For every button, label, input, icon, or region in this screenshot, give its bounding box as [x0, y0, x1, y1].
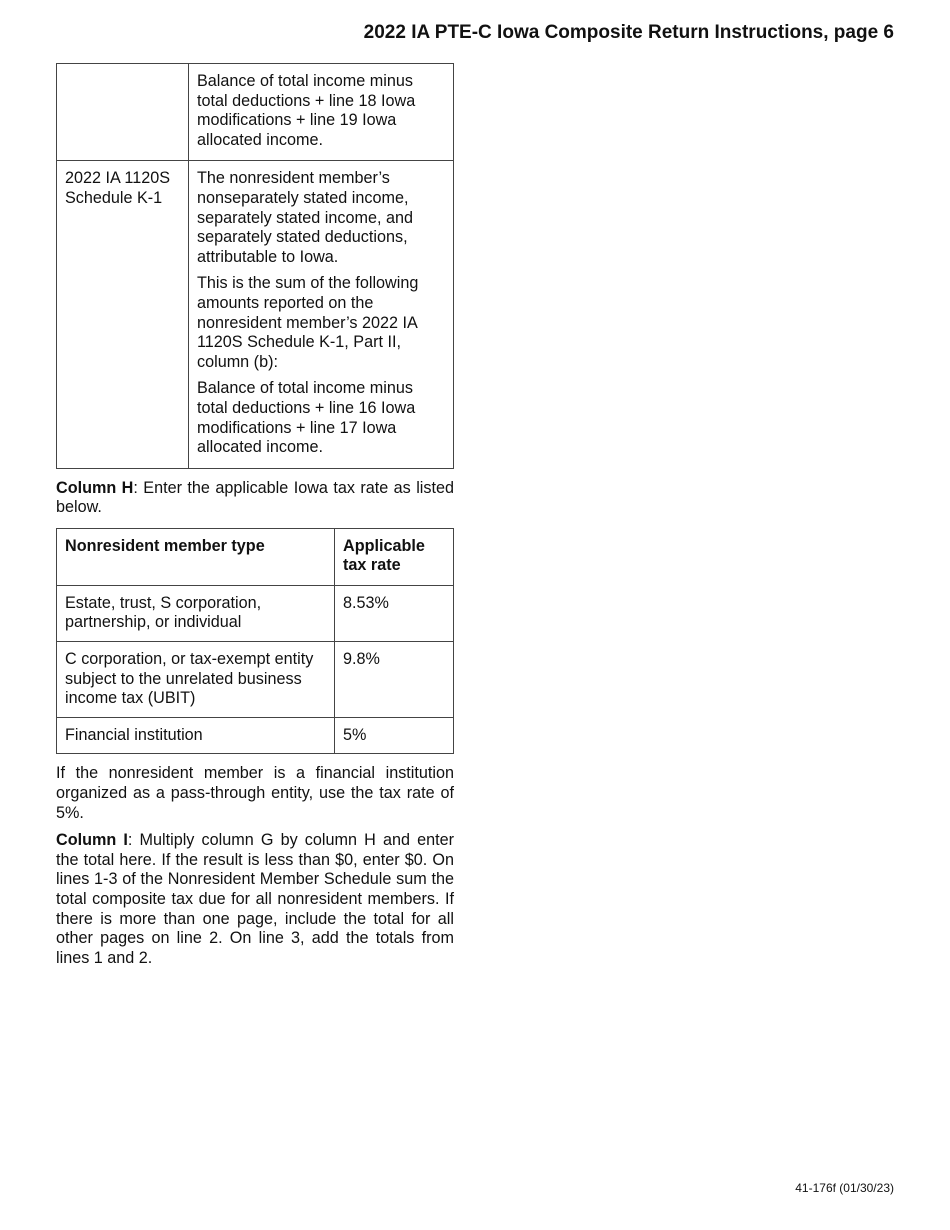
- member-type-cell: C corporation, or tax-exempt entity subject to the unrelated business income tax (UBIT): [57, 642, 335, 718]
- form-id: 41-176f (01/30/23): [795, 1181, 894, 1195]
- column-i-text: : Multiply column G by column H and enter the total here. If the result is less than $0, enter $0. On lines 1-3 of the Nonresident Member Schedule sum the total composite tax due for all nonresident members. If there is more than one page, include the total for all other pages on line 2. On line 3, add the totals from lines 1 and 2.: [56, 831, 454, 967]
- paragraph: The nonresident member’s nonseparately stated income, separately stated income, and separately stated deductions, attributable to Iowa.: [197, 169, 413, 266]
- member-type-cell: Financial institution: [57, 717, 335, 754]
- column-h-instruction: [56, 479, 454, 518]
- paragraph: Balance of total income minus total deductions + line 18 Iowa modifications + line 19 Iowa allocated income.: [197, 72, 416, 149]
- description-cell: [189, 64, 454, 161]
- income-table: [56, 63, 454, 469]
- rate-table: [56, 528, 454, 755]
- header-tax-rate: Applicable tax rate: [335, 528, 454, 585]
- table-row: [57, 585, 454, 641]
- form-cell: [57, 64, 189, 161]
- table-header-row: [57, 528, 454, 585]
- rate-cell: 8.53%: [335, 585, 454, 641]
- financial-institution-note: If the nonresident member is a financial institution organized as a pass-through entity, use the tax rate of 5%.: [56, 764, 454, 822]
- rate-cell: 9.8%: [335, 642, 454, 718]
- header-member-type: Nonresident member type: [57, 528, 335, 585]
- paragraph: This is the sum of the following amounts reported on the nonresident member’s 2022 IA 1120S Schedule K-1, Part II, column (b):: [197, 274, 419, 371]
- form-cell: 2022 IA 1120S Schedule K-1: [57, 161, 189, 468]
- description-cell: [189, 161, 454, 468]
- paragraph: Balance of total income minus total deductions + line 16 Iowa modifications + line 17 Iowa allocated income.: [197, 379, 416, 457]
- table-row: [57, 161, 454, 468]
- column-i-instruction: [56, 831, 454, 968]
- page-title: 2022 IA PTE-C Iowa Composite Return Instructions, page 6: [363, 22, 894, 43]
- column-h-text: : Enter the applicable Iowa tax rate as listed below.: [56, 478, 454, 517]
- column-h-label: Column H: [56, 478, 134, 497]
- table-row: [57, 717, 454, 754]
- member-type-cell: Estate, trust, S corporation, partnership, or individual: [57, 585, 335, 641]
- rate-cell: 5%: [335, 717, 454, 754]
- content-column: [56, 63, 454, 968]
- table-row: [57, 64, 454, 161]
- column-i-label: Column I: [56, 831, 128, 850]
- table-row: [57, 642, 454, 718]
